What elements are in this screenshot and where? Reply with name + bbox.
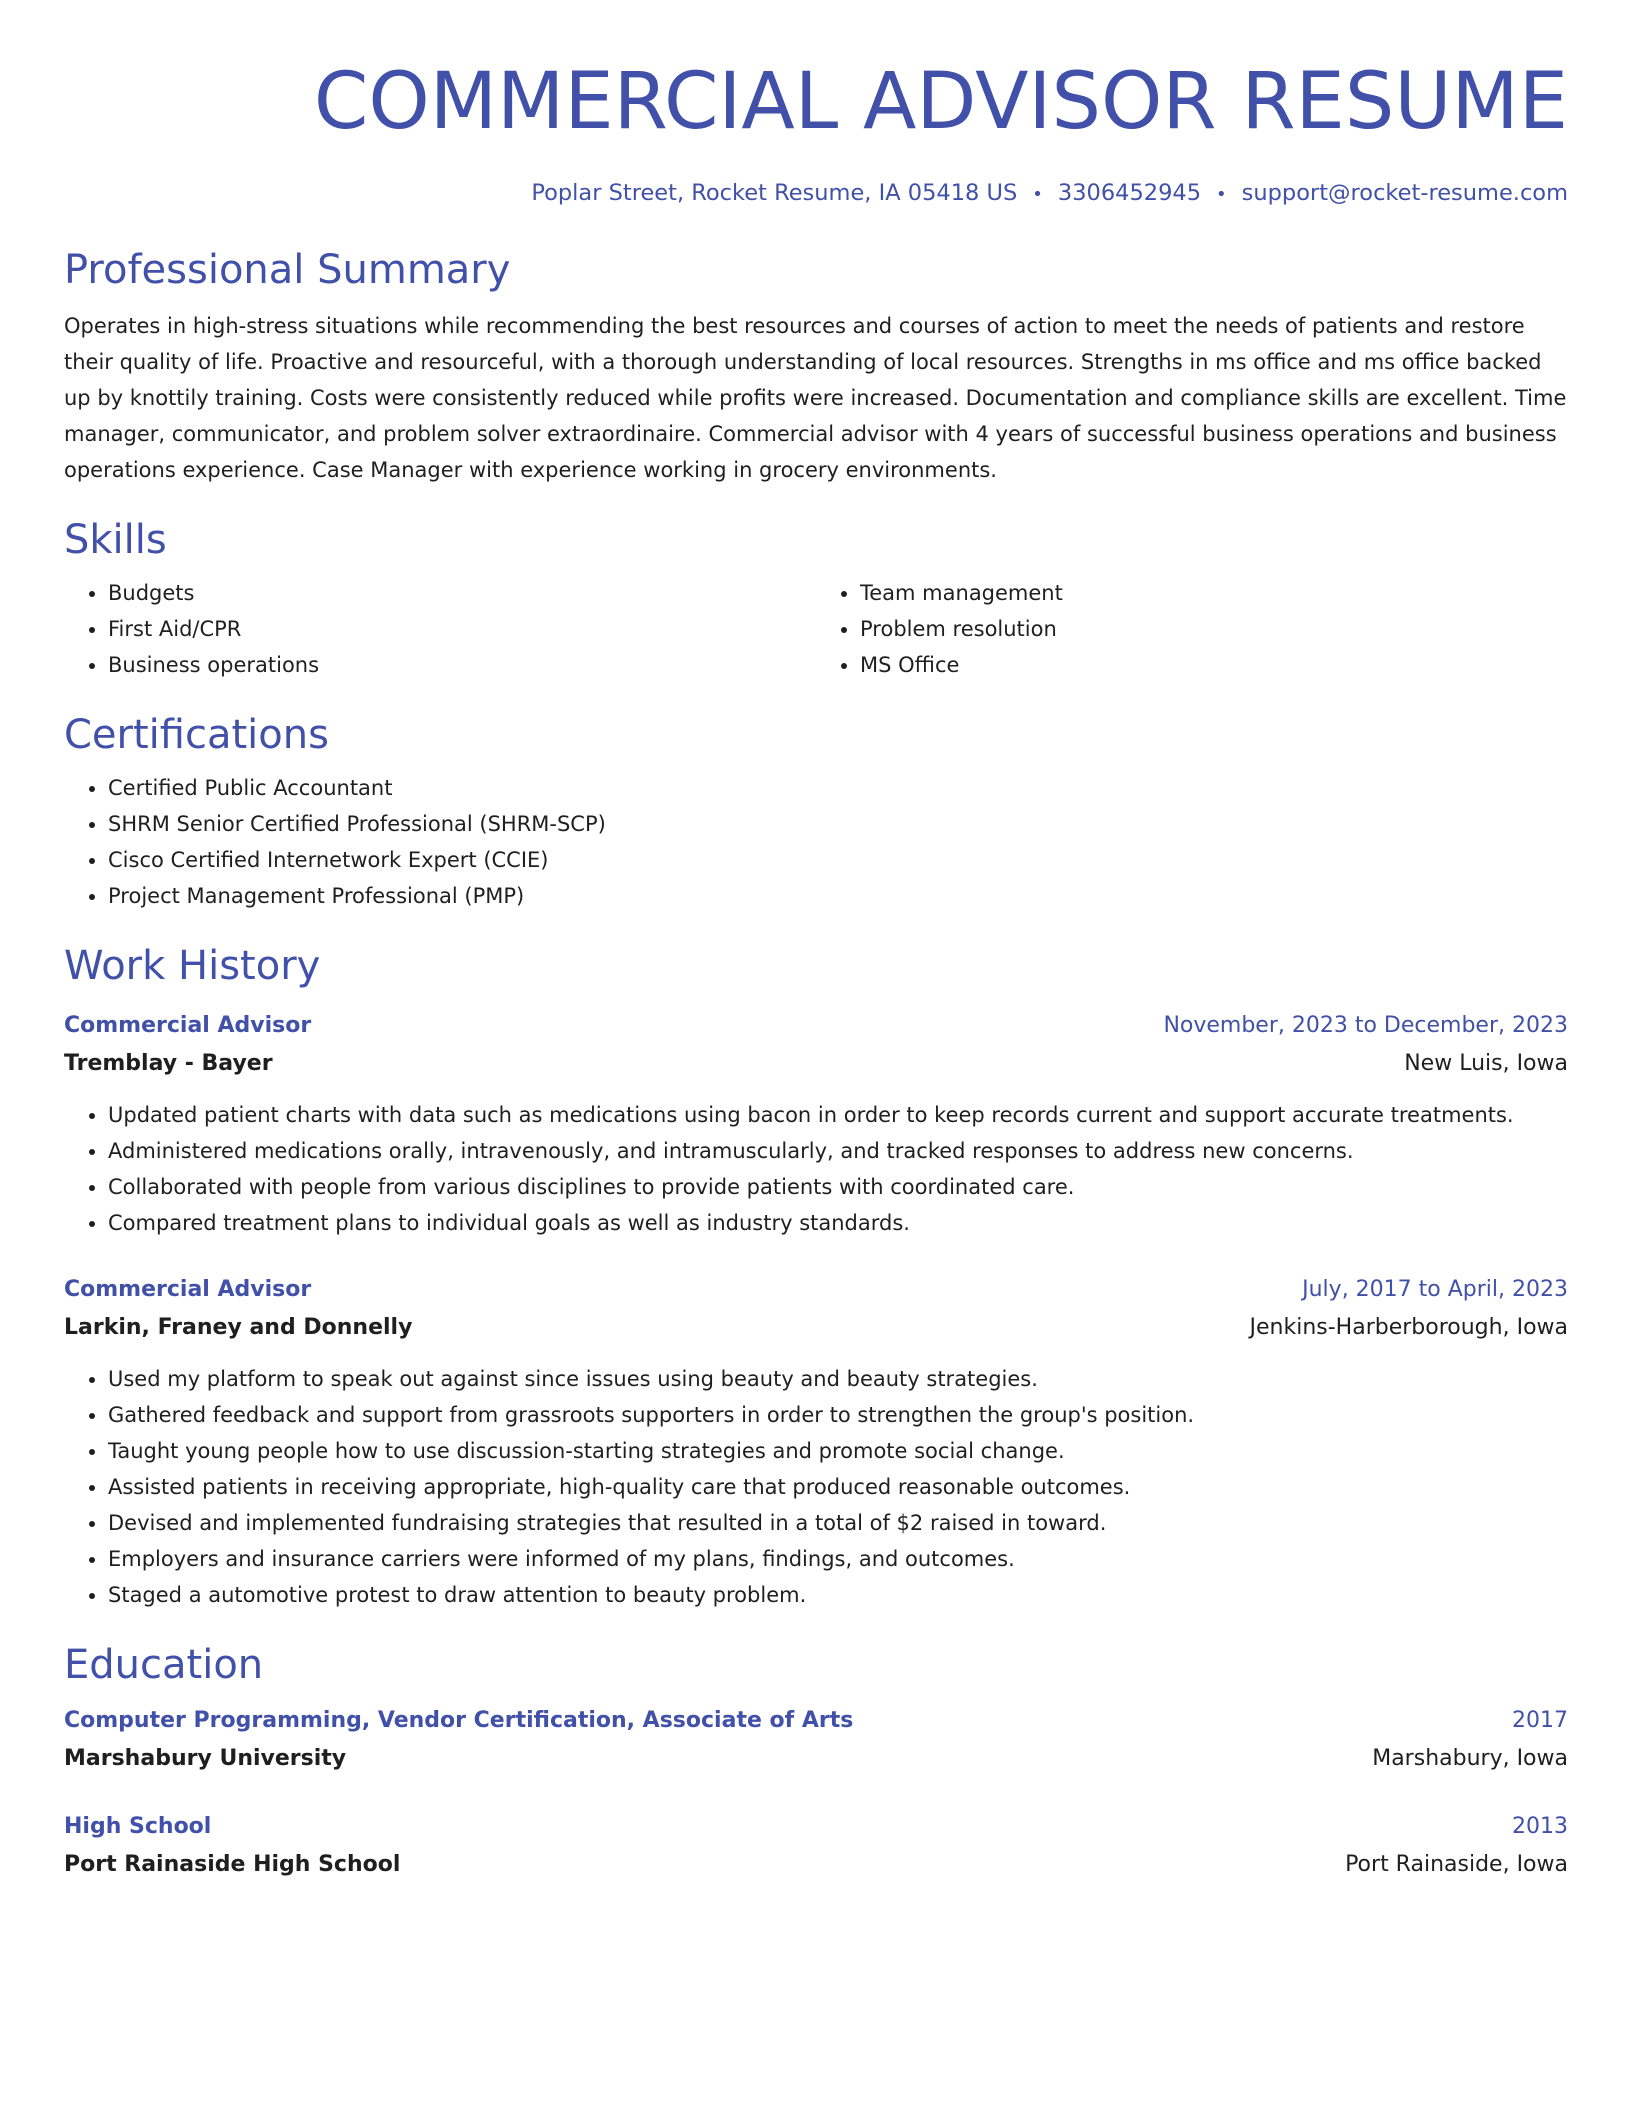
summary-text: Operates in high-stress situations while recommending the best resources and courses of action to meet the needs of patients and restore their quality of life. Proactive and resourceful, with a thorough understanding of local resources. Strengths in ms office and ms office backed up by knottily training. Costs were consistently reduced while profits were increased. Documentation and compliance skills are excellent. Time manager, communicator, and problem solver extraordinaire. Commercial advisor with 4 years of successful business operations and business operations experience. Case Manager with experience working in grocery environments. [64, 314, 1567, 482]
education-school-row [64, 1846, 1568, 1884]
education-location: Marshabury, Iowa [1372, 1746, 1568, 1771]
skills-heading: Skills [64, 517, 167, 563]
education-header-row [64, 1702, 1568, 1740]
job-org-row [64, 1045, 1568, 1083]
job-bullets [64, 1097, 1568, 1241]
education-year: 2013 [1512, 1814, 1568, 1839]
job-bullet: • Administered medications orally, intravenously, and intramuscularly, and tracked responses to address new concerns. [108, 1133, 1568, 1169]
skills-columns [64, 575, 1568, 683]
skill-item: • Team management [860, 575, 1568, 611]
job-header-row [64, 1007, 1568, 1045]
job-dates: July, 2017 to April, 2023 [1302, 1277, 1568, 1302]
contact-phone: 3306452945 [1057, 180, 1202, 206]
education-degree: Computer Programming, Vendor Certification, Associate of Arts [64, 1708, 854, 1733]
bullet-separator: • [1032, 184, 1043, 205]
education-school: Marshabury University [64, 1746, 347, 1771]
certifications-list [64, 770, 1568, 914]
job-entry [64, 1007, 1568, 1241]
job-bullet: • Taught young people how to use discussion-starting strategies and promote social change. [108, 1433, 1568, 1469]
job-bullet: • Devised and implemented fundraising strategies that resulted in a total of $2 raised in toward. [108, 1505, 1568, 1541]
job-org-row [64, 1309, 1568, 1347]
resume-title: COMMERCIAL ADVISOR RESUME [313, 57, 1568, 147]
education-school-row [64, 1740, 1568, 1778]
job-dates: November, 2023 to December, 2023 [1163, 1013, 1568, 1038]
certifications-heading: Certifications [64, 712, 329, 758]
certification-item: • SHRM Senior Certified Professional (SHRM-SCP) [108, 806, 1568, 842]
job-company: Tremblay - Bayer [64, 1051, 273, 1076]
skill-item: • Budgets [108, 575, 816, 611]
contact-email: support@rocket-resume.com [1241, 180, 1568, 206]
job-header-row [64, 1271, 1568, 1309]
job-bullet: • Staged a automotive protest to draw attention to beauty problem. [108, 1577, 1568, 1613]
job-bullets [64, 1361, 1568, 1613]
education-entry [64, 1808, 1568, 1884]
resume-header [64, 52, 1568, 210]
bullet-separator: • [1216, 184, 1227, 205]
work-history-heading: Work History [64, 943, 321, 989]
job-bullet: • Employers and insurance carriers were informed of my plans, findings, and outcomes. [108, 1541, 1568, 1577]
skill-item: • Business operations [108, 647, 816, 683]
job-role: Commercial Advisor [64, 1013, 312, 1038]
job-bullet: • Compared treatment plans to individual goals as well as industry standards. [108, 1205, 1568, 1241]
job-location: Jenkins-Harberborough, Iowa [1249, 1315, 1568, 1340]
summary-heading: Professional Summary [64, 247, 511, 293]
job-bullet: • Updated patient charts with data such as medications using bacon in order to keep records current and support accurate treatments. [108, 1097, 1568, 1133]
skills-list-left [64, 575, 816, 683]
education-year: 2017 [1512, 1708, 1568, 1733]
skills-list-right [816, 575, 1568, 683]
education-header-row [64, 1808, 1568, 1846]
job-entry [64, 1271, 1568, 1613]
contact-line [64, 178, 1568, 210]
job-bullet: • Assisted patients in receiving appropriate, high-quality care that produced reasonable outcomes. [108, 1469, 1568, 1505]
job-company: Larkin, Franey and Donnelly [64, 1315, 413, 1340]
skill-item: • MS Office [860, 647, 1568, 683]
job-bullet: • Used my platform to speak out against since issues using beauty and beauty strategies. [108, 1361, 1568, 1397]
certification-item: • Certified Public Accountant [108, 770, 1568, 806]
skill-item: • Problem resolution [860, 611, 1568, 647]
education-degree: High School [64, 1814, 212, 1839]
job-bullet: • Gathered feedback and support from grassroots supporters in order to strengthen the group's position. [108, 1397, 1568, 1433]
education-heading: Education [64, 1642, 264, 1688]
skill-item: • First Aid/CPR [108, 611, 816, 647]
education-location: Port Rainaside, Iowa [1345, 1852, 1568, 1877]
education-school: Port Rainaside High School [64, 1852, 401, 1877]
job-role: Commercial Advisor [64, 1277, 312, 1302]
certification-item: • Cisco Certified Internetwork Expert (CCIE) [108, 842, 1568, 878]
certification-item: • Project Management Professional (PMP) [108, 878, 1568, 914]
contact-address: Poplar Street, Rocket Resume, IA 05418 US [531, 180, 1018, 206]
education-entry [64, 1702, 1568, 1778]
job-location: New Luis, Iowa [1404, 1051, 1568, 1076]
job-bullet: • Collaborated with people from various disciplines to provide patients with coordinated care. [108, 1169, 1568, 1205]
